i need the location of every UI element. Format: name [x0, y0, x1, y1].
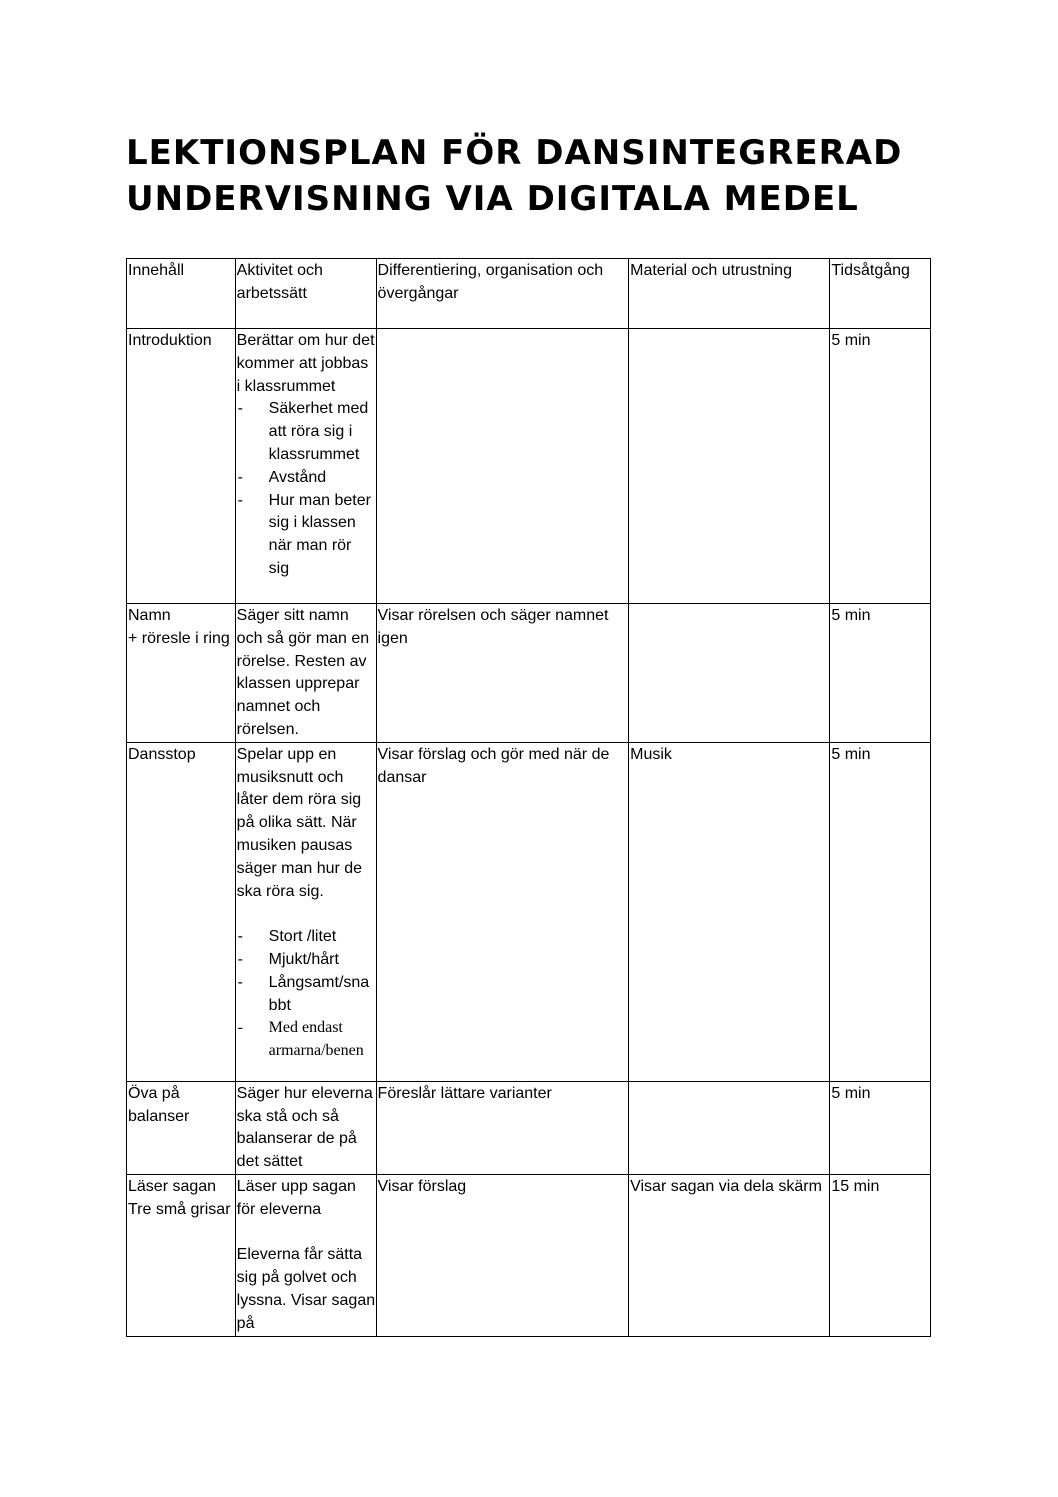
title-line-2: UNDERVISNING VIA DIGITALA MEDEL	[126, 179, 859, 219]
cell-material: Musik	[629, 742, 830, 1081]
cell-time: 5 min	[830, 604, 931, 743]
cell-material	[629, 329, 830, 604]
cell-time: 15 min	[830, 1174, 931, 1336]
cell-time: 5 min	[830, 1081, 931, 1174]
cell-content: Introduktion	[127, 329, 236, 604]
header-time: Tidsåtgång	[830, 259, 931, 329]
header-material: Material och utrustning	[629, 259, 830, 329]
activity-bullets	[237, 398, 376, 580]
cell-activity: Säger hur eleverna ska stå och så balanserar de på det sättet	[235, 1081, 376, 1174]
list-item: - Avstånd	[237, 467, 376, 490]
document-title	[126, 130, 946, 222]
cell-time: 5 min	[830, 742, 931, 1081]
list-item: - Långsamt/snabbt	[237, 972, 376, 1018]
cell-activity	[235, 742, 376, 1081]
activity-bullets	[237, 926, 376, 1063]
table-row	[127, 329, 931, 604]
content-line: Tre små grisar	[128, 1200, 231, 1218]
activity-text: Eleverna får sätta sig på golvet och lyssna. Visar sagan på	[236, 1246, 376, 1332]
cell-material	[629, 604, 830, 743]
cell-differentiation: Visar förslag och gör med när de dansar	[376, 742, 629, 1081]
header-activity: Aktivitet och arbetssätt	[235, 259, 376, 329]
list-item: - Med endast armarna/benen	[237, 1017, 376, 1063]
activity-text: Läser upp sagan för eleverna	[236, 1177, 356, 1218]
header-content: Innehåll	[127, 259, 236, 329]
header-differentiation: Differentiering, organisation och övergångar	[376, 259, 629, 329]
list-item: - Stort /litet	[237, 926, 376, 949]
table-row	[127, 742, 931, 1081]
list-item: - Säkerhet med att röra sig i klassrummet	[237, 398, 376, 466]
content-line: + röresle i ring	[128, 629, 230, 647]
cell-material	[629, 1081, 830, 1174]
cell-activity	[235, 1174, 376, 1336]
list-item: - Mjukt/hårt	[237, 949, 376, 972]
content-line: Läser sagan	[128, 1177, 217, 1195]
cell-differentiation: Föreslår lättare varianter	[376, 1081, 629, 1174]
cell-material: Visar sagan via dela skärm	[629, 1174, 830, 1336]
lesson-plan-table	[126, 258, 931, 1337]
list-item: - Hur man beter sig i klassen när man rör sig	[237, 490, 376, 581]
activity-text: Berättar om hur det kommer att jobbas i klassrummet	[236, 332, 375, 395]
cell-content: Dansstop	[127, 742, 236, 1081]
cell-activity: Säger sitt namn och så gör man en rörelse. Resten av klassen upprepar namnet och rörelsen.	[235, 604, 376, 743]
cell-content: Öva på balanser	[127, 1081, 236, 1174]
cell-activity	[235, 329, 376, 604]
table-row	[127, 1174, 931, 1336]
cell-time: 5 min	[830, 329, 931, 604]
spacer	[237, 1222, 376, 1245]
title-line-1: LEKTIONSPLAN FÖR DANSINTEGRERAD	[126, 133, 903, 173]
cell-content	[127, 604, 236, 743]
cell-differentiation: Visar rörelsen och säger namnet igen	[376, 604, 629, 743]
table-row	[127, 604, 931, 743]
activity-text: Spelar upp en musiksnutt och låter dem röra sig på olika sätt. När musiken pausas säger man hur de ska röra sig.	[236, 745, 363, 900]
table-header-row	[127, 259, 931, 329]
cell-content	[127, 1174, 236, 1336]
table-row	[127, 1081, 931, 1174]
cell-differentiation: Visar förslag	[376, 1174, 629, 1336]
spacer	[237, 903, 376, 926]
cell-differentiation	[376, 329, 629, 604]
content-line: Namn	[128, 607, 171, 624]
